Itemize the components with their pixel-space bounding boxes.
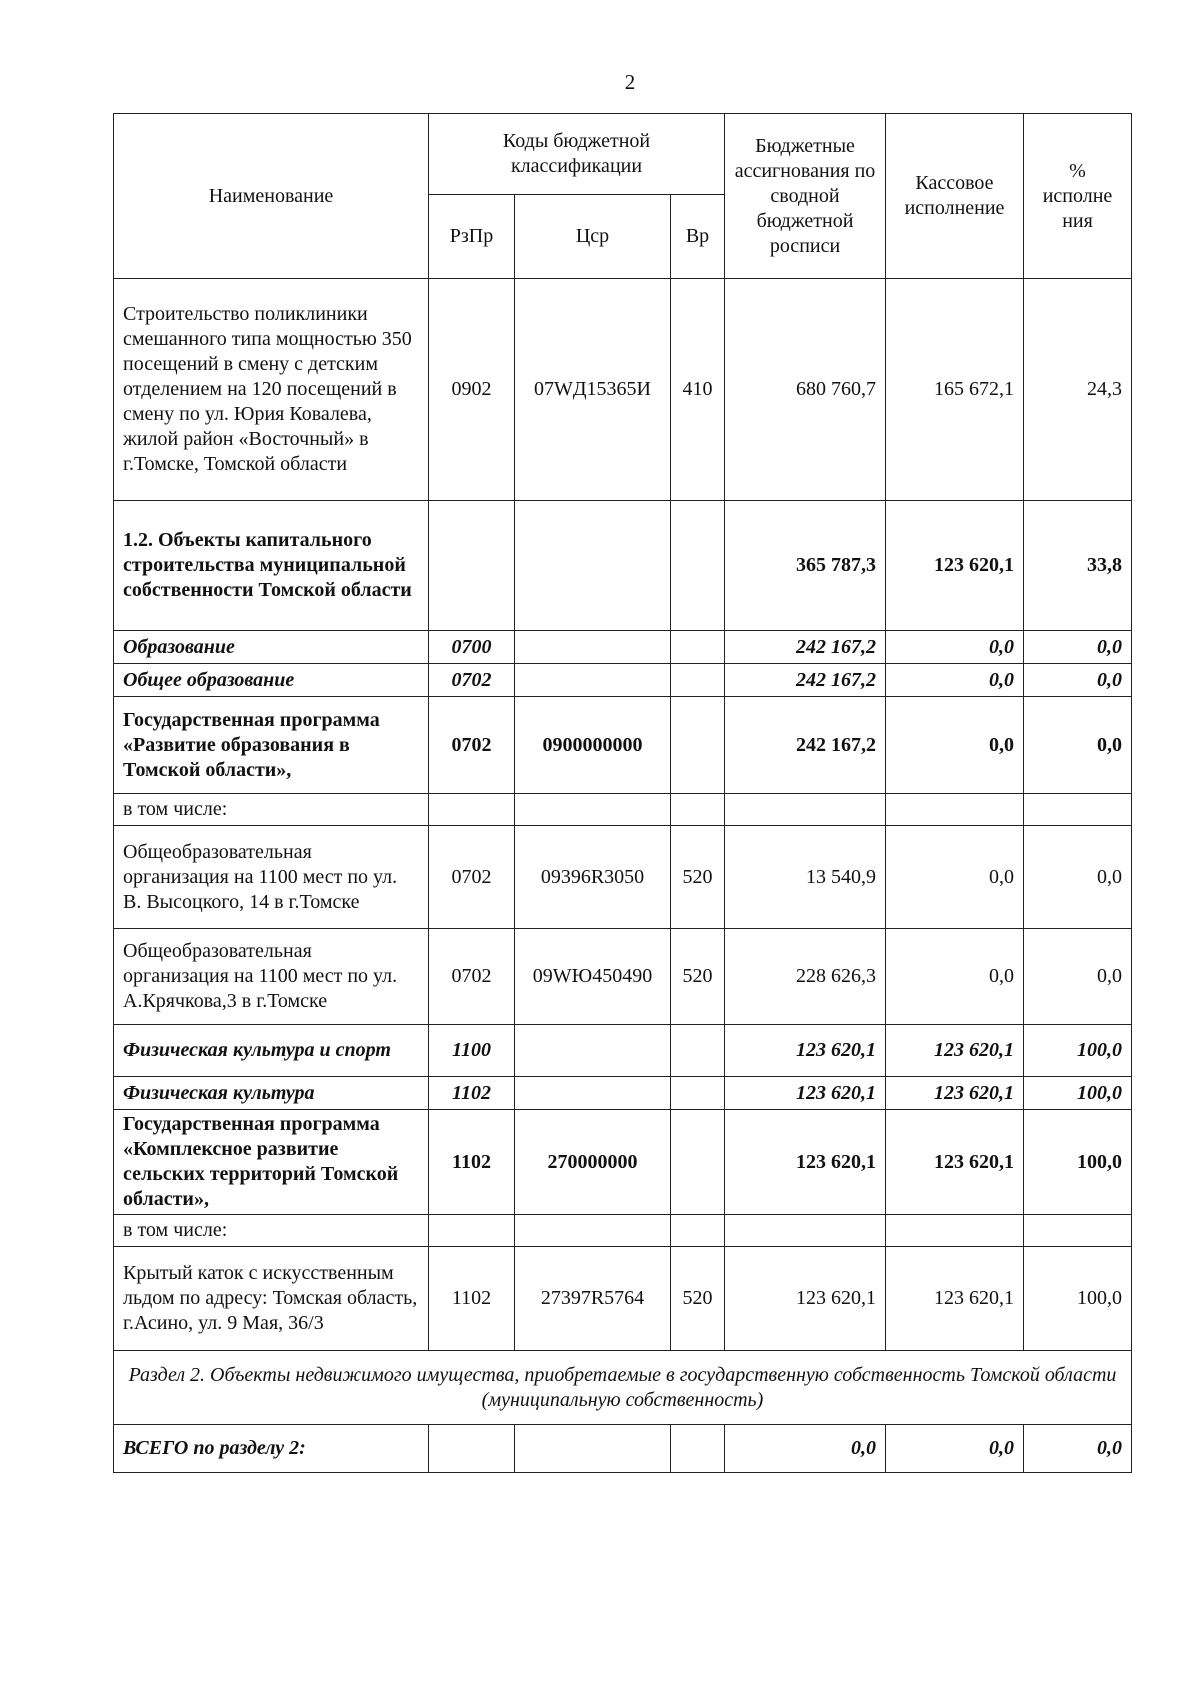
section-2-title: Раздел 2. Объекты недвижимого имущества, приобретаемые в государственную собственность Томской области (муниципальную собственность)	[114, 1351, 1132, 1425]
row-percent: 100,0	[1024, 1110, 1132, 1215]
row-execution: 0,0	[886, 826, 1024, 929]
row-rzpr: 1102	[429, 1077, 515, 1110]
row-rzpr: 0902	[429, 279, 515, 501]
table-row	[114, 794, 1132, 826]
row-execution: 0,0	[886, 929, 1024, 1025]
row-percent: 24,3	[1024, 279, 1132, 501]
row-execution: 123 620,1	[886, 1077, 1024, 1110]
row-assignment: 242 167,2	[725, 664, 886, 697]
row-percent: 0,0	[1024, 826, 1132, 929]
row-csr	[515, 1077, 671, 1110]
row-name: в том числе:	[114, 794, 429, 826]
row-csr	[515, 1215, 671, 1247]
row-assignment	[725, 794, 886, 826]
row-assignment: 680 760,7	[725, 279, 886, 501]
row-name: в том числе:	[114, 1215, 429, 1247]
header-percent: % исполне ния	[1024, 114, 1132, 279]
row-name: Образование	[114, 631, 429, 664]
row-rzpr	[429, 501, 515, 631]
row-csr: 09396R3050	[515, 826, 671, 929]
row-execution: 165 672,1	[886, 279, 1024, 501]
total-assignment: 0,0	[725, 1425, 886, 1473]
header-vr: Вр	[671, 195, 725, 279]
row-assignment: 242 167,2	[725, 631, 886, 664]
row-csr: 270000000	[515, 1110, 671, 1215]
section-2-row	[114, 1351, 1132, 1425]
row-assignment: 123 620,1	[725, 1077, 886, 1110]
row-name: Общеобразовательная организация на 1100 мест по ул. В. Высоцкого, 14 в г.Томске	[114, 826, 429, 929]
page-number: 2	[624, 70, 636, 94]
row-percent	[1024, 1215, 1132, 1247]
row-csr: 0900000000	[515, 697, 671, 794]
table-row	[114, 1077, 1132, 1110]
row-csr: 27397R5764	[515, 1247, 671, 1351]
row-vr	[671, 794, 725, 826]
row-execution: 123 620,1	[886, 1110, 1024, 1215]
row-rzpr	[429, 1215, 515, 1247]
total-label: ВСЕГО по разделу 2:	[114, 1425, 429, 1473]
table-row	[114, 826, 1132, 929]
total-row	[114, 1425, 1132, 1473]
table-row	[114, 1247, 1132, 1351]
total-percent: 0,0	[1024, 1425, 1132, 1473]
row-csr	[515, 631, 671, 664]
row-execution: 123 620,1	[886, 1025, 1024, 1077]
row-execution: 0,0	[886, 631, 1024, 664]
row-csr: 09WЮ450490	[515, 929, 671, 1025]
row-vr: 520	[671, 929, 725, 1025]
row-rzpr: 0700	[429, 631, 515, 664]
header-name: Наименование	[114, 114, 429, 279]
row-rzpr: 0702	[429, 697, 515, 794]
row-rzpr: 0702	[429, 664, 515, 697]
row-vr	[671, 664, 725, 697]
row-csr	[515, 794, 671, 826]
header-assignments: Бюджетные ассигнования по сводной бюджетной росписи	[725, 114, 886, 279]
row-assignment	[725, 1215, 886, 1247]
total-vr	[671, 1425, 725, 1473]
row-rzpr: 0702	[429, 826, 515, 929]
row-rzpr: 1100	[429, 1025, 515, 1077]
row-rzpr: 1102	[429, 1110, 515, 1215]
row-name: Общее образование	[114, 664, 429, 697]
row-assignment: 365 787,3	[725, 501, 886, 631]
table-row	[114, 279, 1132, 501]
row-name: Строительство поликлиники смешанного типа мощностью 350 посещений в смену с детским отделением на 120 посещений в смену по ул. Юрия Ковалева, жилой район «Восточный» в г.Томске, Томской области	[114, 279, 429, 501]
row-name: Общеобразовательная организация на 1100 мест по ул. А.Крячкова,3 в г.Томске	[114, 929, 429, 1025]
total-rzpr	[429, 1425, 515, 1473]
row-assignment: 228 626,3	[725, 929, 886, 1025]
row-assignment: 123 620,1	[725, 1247, 886, 1351]
table-row	[114, 664, 1132, 697]
header-codes: Коды бюджетной классификации	[429, 114, 725, 195]
table-row	[114, 1110, 1132, 1215]
row-percent: 0,0	[1024, 929, 1132, 1025]
row-name: Физическая культура и спорт	[114, 1025, 429, 1077]
row-percent: 0,0	[1024, 631, 1132, 664]
row-vr	[671, 1110, 725, 1215]
row-percent: 0,0	[1024, 664, 1132, 697]
row-vr	[671, 631, 725, 664]
header-csr: Цср	[515, 195, 671, 279]
row-assignment: 123 620,1	[725, 1110, 886, 1215]
header-execution: Кассовое исполнение	[886, 114, 1024, 279]
row-percent: 100,0	[1024, 1077, 1132, 1110]
row-vr: 520	[671, 826, 725, 929]
row-vr	[671, 1077, 725, 1110]
row-execution: 123 620,1	[886, 1247, 1024, 1351]
table-row	[114, 929, 1132, 1025]
table-row	[114, 631, 1132, 664]
row-vr	[671, 1025, 725, 1077]
row-name: 1.2. Объекты капитального строительства муниципальной собственности Томской области	[114, 501, 429, 631]
row-csr: 07WД15365И	[515, 279, 671, 501]
row-rzpr	[429, 794, 515, 826]
row-execution: 0,0	[886, 664, 1024, 697]
row-percent: 100,0	[1024, 1025, 1132, 1077]
row-execution: 0,0	[886, 697, 1024, 794]
row-csr	[515, 501, 671, 631]
row-rzpr: 0702	[429, 929, 515, 1025]
budget-table	[113, 113, 1132, 1473]
total-execution: 0,0	[886, 1425, 1024, 1473]
row-percent: 0,0	[1024, 697, 1132, 794]
row-rzpr: 1102	[429, 1247, 515, 1351]
row-vr: 410	[671, 279, 725, 501]
row-assignment: 242 167,2	[725, 697, 886, 794]
header-rzpr: РзПр	[429, 195, 515, 279]
table-row	[114, 697, 1132, 794]
row-assignment: 13 540,9	[725, 826, 886, 929]
row-name: Физическая культура	[114, 1077, 429, 1110]
row-percent: 100,0	[1024, 1247, 1132, 1351]
row-percent: 33,8	[1024, 501, 1132, 631]
table-row	[114, 1025, 1132, 1077]
row-vr	[671, 697, 725, 794]
row-vr: 520	[671, 1247, 725, 1351]
row-name: Крытый каток с искусственным льдом по адресу: Томская область, г.Асино, ул. 9 Мая, 36/3	[114, 1247, 429, 1351]
table-row	[114, 1215, 1132, 1247]
row-assignment: 123 620,1	[725, 1025, 886, 1077]
row-vr	[671, 501, 725, 631]
row-name: Государственная программа «Комплексное развитие сельских территорий Томской области»,	[114, 1110, 429, 1215]
row-execution	[886, 1215, 1024, 1247]
table-row	[114, 501, 1132, 631]
row-name: Государственная программа «Развитие образования в Томской области»,	[114, 697, 429, 794]
row-csr	[515, 1025, 671, 1077]
total-csr	[515, 1425, 671, 1473]
row-execution	[886, 794, 1024, 826]
row-execution: 123 620,1	[886, 501, 1024, 631]
row-csr	[515, 664, 671, 697]
row-vr	[671, 1215, 725, 1247]
row-percent	[1024, 794, 1132, 826]
